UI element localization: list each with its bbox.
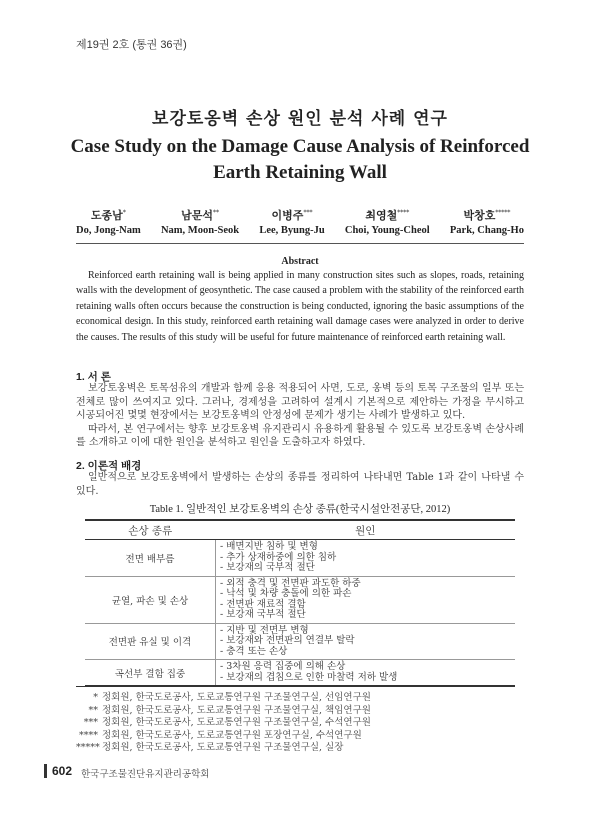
author	[450, 207, 524, 236]
author-name-ko: 이병주	[271, 209, 304, 222]
title-english: Case Study on the Damage Cause Analysis of Reinforced Earth Retaining Wall	[70, 136, 530, 183]
section-1-heading: 1. 서 론	[76, 371, 111, 383]
page-number: 602	[52, 764, 73, 778]
author-mark: ***	[303, 209, 313, 217]
column-header: 손상 종류	[85, 520, 216, 540]
section-2-heading: 2. 이론적 배경	[76, 460, 142, 472]
cause-item: - 지반 및 전면부 변형	[220, 624, 309, 636]
cause-item: - 외적 충격 및 전면판 과도한 하중	[220, 577, 361, 589]
section-1-body	[76, 382, 524, 450]
author-name-ko: 박창호	[463, 209, 496, 222]
author-name-en: Park, Chang-Ho	[449, 225, 524, 236]
cause-item: - 낙석 및 차량 충돌에 의한 파손	[220, 588, 352, 599]
footnote-mark: *****	[76, 742, 100, 754]
table-row	[85, 660, 515, 687]
cause-item: - 보강재 국부적 절단	[220, 609, 306, 620]
abstract-heading: Abstract	[281, 256, 319, 267]
cause-item: - 보강재의 국부적 절단	[220, 562, 315, 573]
cause-item: - 전면판 재료적 결함	[220, 598, 306, 610]
footnote-text: 정회원, 한국도로공사, 도로교통연구원 구조물연구실, 실장	[102, 742, 344, 754]
page-marker-bar	[44, 764, 47, 778]
footnote	[76, 705, 371, 718]
cause-item: - 추가 상재하중에 의한 침하	[220, 551, 337, 563]
author-mark: **	[212, 209, 219, 217]
author-list	[76, 207, 524, 236]
footnote	[76, 730, 371, 743]
cause-item: - 배면지반 침하 및 변형	[220, 541, 318, 552]
table-row	[85, 540, 515, 577]
author	[259, 207, 324, 236]
author-name-en: Do, Jong-Nam	[76, 225, 141, 236]
footnote-mark: ***	[83, 717, 98, 729]
author	[76, 207, 141, 236]
author-name-ko: 남문석	[181, 209, 213, 222]
cause-item: - 보강재와 전면판의 연결부 탈락	[220, 635, 355, 646]
paragraph: 따라서, 본 연구에서는 향후 보강토옹벽 유지관리시 유용하게 활용될 수 있도록 보강토옹벽 손상사례를 소개하고 이에 대한 원인을 분석하고 원인을 도출하고자 하였다.	[76, 423, 524, 449]
cause-cell	[216, 623, 516, 660]
cause-cell	[216, 540, 516, 577]
footnotes	[76, 692, 371, 755]
table-caption: Table 1. 일반적인 보강토옹벽의 손상 종류(한국시설안전공단, 2012)	[149, 504, 451, 515]
author-name-ko: 도종남	[90, 209, 123, 222]
footnote-divider	[76, 686, 216, 687]
author-mark: *	[122, 209, 126, 217]
author	[161, 207, 239, 236]
author-name-en: Choi, Young-Cheol	[344, 225, 430, 236]
footnote-text: 정회원, 한국도로공사, 도로교통연구원 구조물연구실, 책임연구원	[102, 704, 371, 716]
column-header: 원인	[216, 520, 516, 540]
author-name-en: Nam, Moon-Seok	[160, 225, 240, 236]
table-header-row	[85, 520, 515, 540]
cause-item: - 보강재의 겹침으로 인한 마찰력 저하 발생	[220, 671, 398, 683]
journal-issue: 제19권 2호 (통권 36권)	[76, 39, 187, 51]
abstract-text: Reinforced earth retaining wall is being applied in many construction sites such as slopes, roads, retaining walls with the development of geosynthetic. The case caused a problem with the stability of the reinforced earth retaining walls often occurs because the construction is being conducted, ignoring the basic assumptions of the economical design. In this study, reinforced earth retaining wall damage cases were analyzed in order to derive the causes. The results of this study will be useful for future maintenance of reinforced earth retaining wall.	[76, 270, 525, 343]
author-mark: *****	[495, 209, 511, 217]
author-name-ko: 최영철	[365, 209, 398, 222]
footnote-mark: *	[93, 692, 98, 703]
author	[345, 207, 430, 236]
author-name-en: Lee, Byung-Ju	[259, 225, 325, 236]
damage-type-table	[85, 519, 515, 687]
footnote-mark: **	[88, 704, 98, 716]
table-row	[85, 623, 515, 660]
cause-cell	[216, 576, 516, 623]
damage-type-cell: 전면 배부름	[85, 540, 216, 577]
journal-name: 한국구조물진단유지관리공학회	[81, 769, 210, 780]
footnote	[76, 717, 371, 730]
footnote-mark: ****	[79, 729, 98, 741]
damage-type-cell: 전면판 유실 및 이격	[85, 623, 216, 660]
damage-type-cell: 균열, 파손 및 손상	[85, 576, 216, 623]
footnote	[76, 742, 371, 755]
section-2-body	[76, 471, 524, 498]
damage-type-cell: 곡선부 결함 집중	[85, 660, 216, 687]
footnote-text: 정회원, 한국도로공사, 도로교통연구원 구조물연구실, 선임연구원	[102, 692, 371, 703]
title-korean: 보강토옹벽 손상 원인 분석 사례 연구	[152, 109, 448, 129]
author-mark: ****	[397, 209, 410, 217]
paragraph: 일반적으로 보강토옹벽에서 발생하는 손상의 종류를 정리하여 나타내면 Table 1과 같이 나타낼 수 있다.	[76, 472, 524, 497]
paragraph: 보강토옹벽은 토목섬유의 개발과 함께 응용 적용되어 사면, 도로, 옹벽 등의 토목 구조물의 일부 또는 전체로 많이 쓰여지고 있다. 그러나, 경제성을 고려하여 설계시 기본적으로 제안하는 가정을 무시하고 시공되어진 몇몇 현장에서는 보강토옹벽의 안정성에 문제가 생기는 사례가 발생하고 있다.	[76, 383, 524, 422]
cause-cell	[216, 660, 516, 687]
footnote	[76, 692, 371, 705]
cause-item: - 충격 또는 손상	[220, 645, 288, 657]
footnote-text: 정회원, 한국도로공사, 도로교통연구원 포장연구실, 수석연구원	[102, 729, 362, 741]
cause-item: - 3차원 응력 집중에 의해 손상	[220, 661, 346, 672]
footnote-text: 정회원, 한국도로공사, 도로교통연구원 구조물연구실, 수석연구원	[102, 717, 371, 729]
divider	[76, 243, 524, 244]
table-row	[85, 576, 515, 623]
